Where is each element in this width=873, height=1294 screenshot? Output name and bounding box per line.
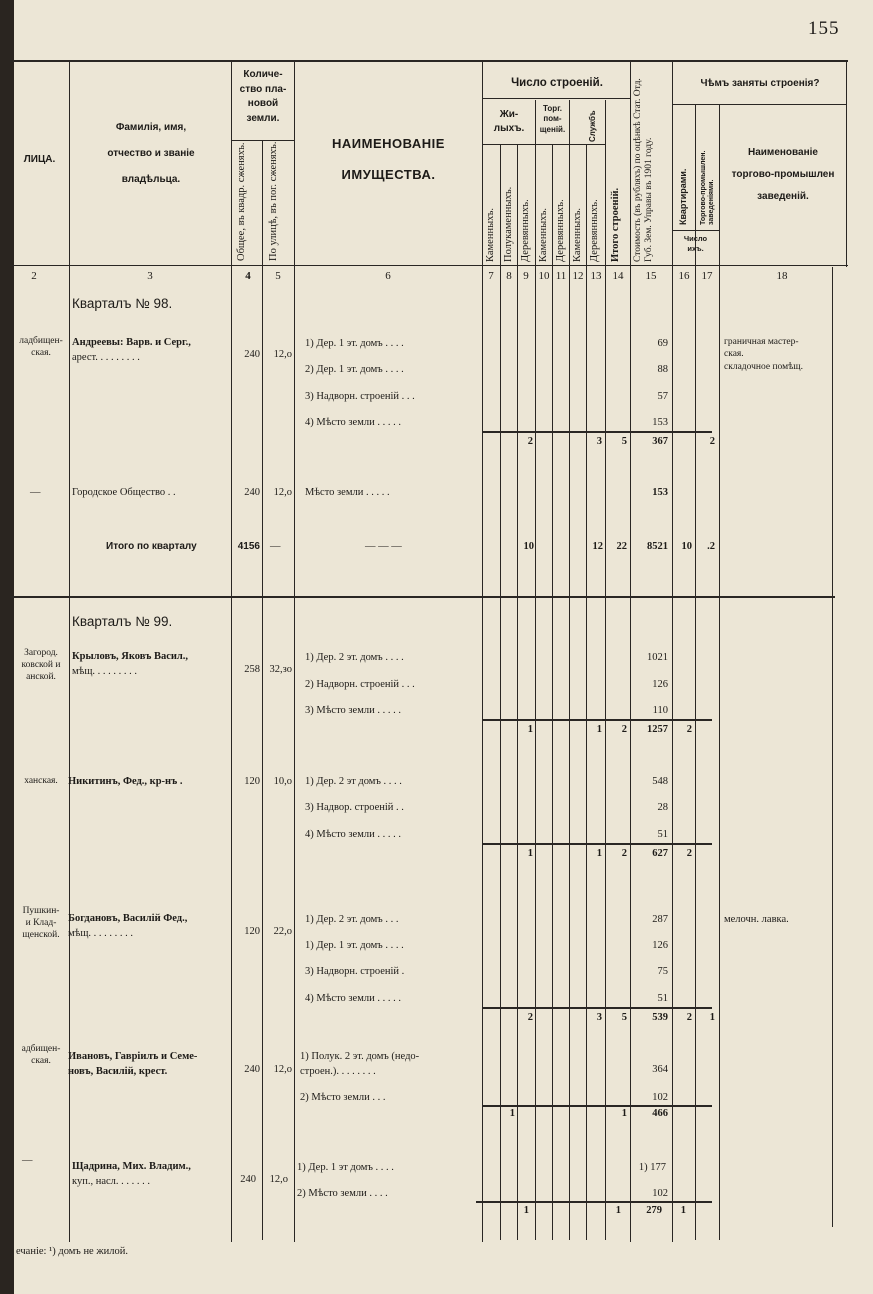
header-stone-3: Каменныхъ. [572, 207, 583, 262]
header-rule [482, 98, 630, 99]
subtotal-rule [482, 1007, 712, 1009]
property-item: 3) Надвор. строеній . . [305, 802, 404, 813]
subtotal-cell: 1 [596, 724, 602, 735]
col-line [695, 105, 696, 1240]
establishment: граничная мастер- ская. складочное помѣщ. [724, 337, 803, 372]
value: 88 [657, 364, 668, 375]
quarter-total-cell: 10 [681, 541, 692, 552]
header-land-total: Общее, въ квадр. сженяхъ. [236, 142, 247, 261]
property-item: 4) Мѣсто земли . . . . . [305, 993, 401, 1004]
subtotal-cell: 5 [621, 436, 627, 447]
quarter-total-cell: 8521 [647, 541, 668, 552]
col-number: 8 [506, 270, 512, 282]
col-number: 11 [555, 270, 567, 282]
subtotal-cell: 627 [652, 848, 668, 859]
subtotal-cell: 1257 [647, 724, 668, 735]
subtotal-cell: 1 [596, 848, 602, 859]
value: 51 [657, 993, 668, 1004]
col-number: 17 [701, 270, 713, 282]
value: 153 [652, 417, 668, 428]
street-name: — [30, 487, 41, 498]
col-line [294, 62, 295, 1242]
subtotal-rule [482, 719, 712, 721]
subtotal-cell: 367 [652, 436, 668, 447]
col-number: 9 [523, 270, 529, 282]
col-line [846, 62, 847, 267]
property-item: 4) Мѣсто земли . . . . . [305, 829, 401, 840]
land-street: 10,о [273, 776, 292, 787]
street-name: — [22, 1155, 33, 1166]
value: 102 [652, 1092, 668, 1103]
land-area: 120 [244, 926, 260, 937]
table-top-rule [10, 60, 848, 62]
quarter-total-cell: 12 [592, 541, 603, 552]
owner-name: Городское Общество . . [72, 487, 176, 498]
subtotal-cell: 2 [527, 436, 533, 447]
owner-name: Крыловъ, Яковъ Васил., мѣщ. . . . . . . . . [72, 651, 189, 677]
subtotal-cell: 1 [509, 1108, 515, 1119]
header-estab-names: Наименованіе торгово-промышлен заведеній. [731, 147, 835, 202]
land-area: 240 [240, 1174, 256, 1185]
col-line [231, 62, 232, 1242]
property-item: 1) Дер. 1 эт домъ . . . . [297, 1162, 394, 1173]
col-number: 6 [385, 270, 391, 282]
subtotal-cell: 2 [686, 1012, 692, 1023]
value: 1021 [647, 652, 668, 663]
street-name: Пушкин- и Клад- щенской. [22, 906, 60, 940]
col-number: 10 [538, 270, 550, 282]
col-line [482, 62, 483, 1242]
property-item: 2) Дер. 1 эт. домъ . . . . [305, 364, 404, 375]
street-name: Загород. ковской и анской. [21, 648, 61, 682]
subtotal-cell: 2 [527, 1012, 533, 1023]
header-residential: Жи- лыхъ. [493, 109, 525, 134]
subtotal-rule [482, 431, 712, 433]
subtotal-cell: 2 [709, 436, 715, 447]
establishment: мелочн. лавка. [724, 914, 789, 925]
owner-name: Никитинъ, Фед., кр-нъ . [68, 776, 183, 787]
owner-name: Андреевы: Варв. и Серг., арест. . . . . . . . . [72, 337, 191, 363]
property-item: 2) Надворн. строеній . . . [305, 679, 415, 690]
value: 548 [652, 776, 668, 787]
header-bottom-rule [10, 265, 848, 266]
value: 126 [652, 679, 668, 690]
subtotal-cell: 1 [615, 1205, 621, 1216]
book-binding-edge [0, 0, 14, 1294]
subtotal-cell: 1 [527, 724, 533, 735]
col-number: 7 [488, 270, 494, 282]
property-item: 3) Надворн. строеній . . . [305, 391, 415, 402]
header-trade: Торг. пом- щеній. [539, 104, 566, 134]
header-trade-estab: Торгово-промышлен. заведеніями. [700, 150, 716, 225]
property-item: 1) Дер. 2 эт. домъ . . . . [305, 652, 404, 663]
property-item: 2) Мѣсто земли . . . . [297, 1188, 388, 1199]
header-wooden-2: Деревянныхъ. [555, 199, 566, 262]
subtotal-cell: 2 [686, 848, 692, 859]
property-item: 1) Дер. 1 эт. домъ . . . . [305, 940, 404, 951]
land-area: 240 [244, 349, 260, 360]
property-item: 1) Дер. 1 эт. домъ . . . . [305, 338, 404, 349]
quarter-total-cell: 22 [616, 541, 627, 552]
subtotal-cell: 1 [527, 848, 533, 859]
col-line [552, 145, 553, 1240]
land-area: 240 [244, 1064, 260, 1075]
header-count-label: Число ихъ. [683, 234, 708, 253]
owner-name: Щадрина, Мих. Владим., куп., насл. . . . . . . [72, 1161, 191, 1187]
value: 364 [652, 1064, 668, 1075]
col-number: 5 [275, 270, 281, 282]
header-rule [672, 104, 846, 105]
col-line [517, 145, 518, 1240]
header-property: НАИМЕНОВАНІЕ ИМУЩЕСТВА. [332, 136, 445, 183]
value: 287 [652, 914, 668, 925]
value: 75 [657, 966, 668, 977]
land-area: 240 [244, 487, 260, 498]
property-item: 4) Мѣсто земли . . . . . [305, 417, 401, 428]
col-line [586, 145, 587, 1240]
subtotal-rule [476, 1201, 712, 1203]
street-name: ладбищен- ская. [19, 336, 63, 358]
value: 69 [657, 338, 668, 349]
col-number: 13 [590, 270, 602, 282]
col-line [630, 62, 631, 1242]
header-stone-1: Каменныхъ. [485, 207, 496, 262]
quarter-separator-rule [10, 596, 835, 598]
land-street: 22,о [273, 926, 292, 937]
quarter-total-cell: 10 [523, 541, 534, 552]
subtotal-cell: 1 [680, 1205, 686, 1216]
subtotal-cell: 279 [646, 1205, 662, 1216]
property-item: 1) Полук. 2 эт. домъ (недо- строен.). . . . . . . . [300, 1051, 420, 1077]
land-street: 12,о [273, 1064, 292, 1075]
value: 126 [652, 940, 668, 951]
street-name: адбищен- ская. [21, 1044, 61, 1066]
header-wooden-3: Деревянныхъ. [589, 199, 600, 262]
col-number: 14 [612, 270, 624, 282]
subtotal-rule [482, 1105, 712, 1107]
value: 102 [652, 1188, 668, 1199]
header-service: Службъ [588, 110, 597, 142]
value: 28 [657, 802, 668, 813]
quarter-total-label: Итого по кварталу [106, 541, 197, 552]
col-number: 15 [645, 270, 657, 282]
header-stone-2: Каменныхъ. [538, 207, 549, 262]
subtotal-cell: 2 [621, 848, 627, 859]
land-street: 12,о [273, 349, 292, 360]
quarter-total-cell: .2 [707, 541, 715, 552]
header-lica: ЛИЦА. [23, 154, 56, 165]
land-street: 12,о [273, 487, 292, 498]
header-owner: Фамилія, имя, отчество и званіе владѣльца. [107, 122, 195, 185]
quarter-99-title: Кварталъ № 99. [72, 614, 173, 629]
value: 1) 177 [638, 1162, 666, 1173]
subtotal-rule [482, 843, 712, 845]
page-number: 155 [808, 18, 840, 39]
header-buildings-count: Число строеній. [511, 77, 603, 89]
col-line [500, 145, 501, 1240]
col-number: 2 [31, 270, 37, 282]
property-item: 1) Дер. 2 эт. домъ . . . [305, 914, 399, 925]
col-number: 12 [572, 270, 584, 282]
owner-name: Ивановъ, Гавріилъ и Семе- новъ, Василій, крест. [68, 1051, 198, 1077]
subtotal-cell: 5 [621, 1012, 627, 1023]
property-item: 2) Мѣсто земли . . . [300, 1092, 386, 1103]
col-number: 4 [245, 270, 251, 282]
col-line [719, 105, 720, 1240]
property-item: 3) Надворн. строеній . [305, 966, 405, 977]
subtotal-cell: 3 [596, 1012, 602, 1023]
header-wooden-1: Деревянныхъ. [520, 199, 531, 262]
land-area: 258 [244, 664, 260, 675]
header-rule [231, 140, 294, 141]
land-street: 12,о [269, 1174, 288, 1185]
col-number: 3 [147, 270, 153, 282]
quarter-total-dashes: — — — [365, 541, 402, 552]
owner-name: Богдановъ, Василій Фед., мѣщ. . . . . . . . . [68, 913, 188, 939]
quarter-total-land: 4156 [237, 541, 260, 552]
col-line [262, 140, 263, 1240]
subtotal-cell: 1 [523, 1205, 529, 1216]
col-number: 16 [678, 270, 690, 282]
header-halfstone: Полукаменныхъ. [503, 186, 514, 262]
header-apartments: Квартирами. [678, 168, 688, 225]
header-total-buildings: Итого строеній. [610, 187, 621, 262]
property-item: Мѣсто земли . . . . . [305, 487, 390, 498]
subtotal-cell: 1 [709, 1012, 715, 1023]
land-street: 32,зо [269, 664, 292, 675]
subtotal-cell: 2 [686, 724, 692, 735]
header-land-street: По улицѣ, въ пог. сженяхъ. [268, 141, 279, 261]
col-number: 18 [776, 270, 788, 282]
value: 110 [652, 705, 668, 716]
quarter-98-title: Кварталъ № 98. [72, 296, 173, 311]
subtotal-cell: 466 [652, 1108, 668, 1119]
quarter-total-dash: — [270, 541, 281, 552]
land-area: 120 [244, 776, 260, 787]
value: 57 [657, 391, 668, 402]
street-name: ханская. [24, 776, 58, 786]
subtotal-cell: 539 [652, 1012, 668, 1023]
header-rule [482, 144, 605, 145]
value: 51 [657, 829, 668, 840]
value: 153 [652, 487, 668, 498]
header-rule [672, 230, 719, 231]
subtotal-cell: 1 [621, 1108, 627, 1119]
subtotal-cell: 3 [596, 436, 602, 447]
header-occupied: Чѣмъ заняты строенія? [700, 78, 820, 89]
property-item: 3) Мѣсто земли . . . . . [305, 705, 401, 716]
property-item: 1) Дер. 2 эт домъ . . . . [305, 776, 402, 787]
header-land: Количе- ство пла- новой земли. [239, 69, 287, 124]
subtotal-cell: 2 [621, 724, 627, 735]
header-value: Стоимость (въ рубляхъ) по оцѣнкѣ Стат. Отд. Губ. Зем. Управы въ 1901 году. [633, 78, 654, 262]
footnote: ечаніе: ¹) домъ не жилой. [16, 1246, 128, 1257]
col-line [832, 267, 833, 1227]
